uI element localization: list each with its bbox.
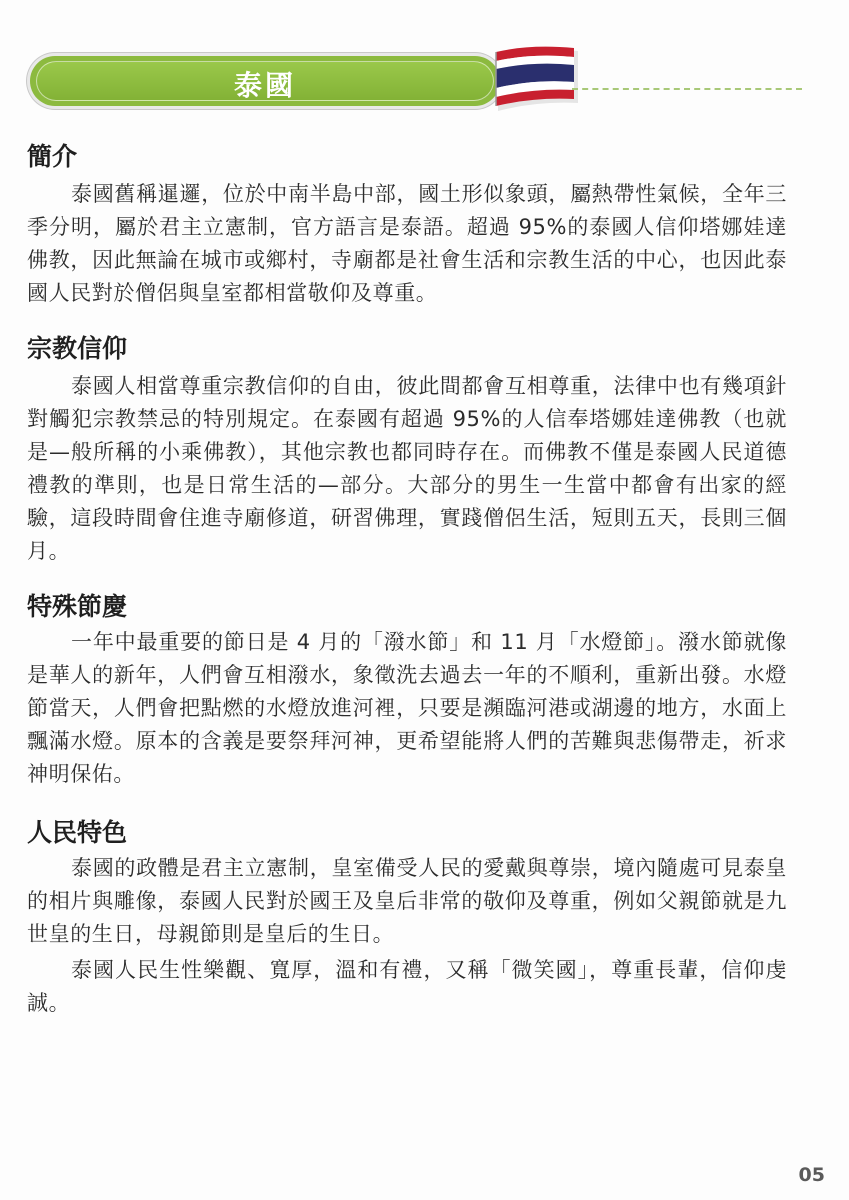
page-number: 05	[798, 1164, 825, 1186]
section-heading-religion: 宗教信仰	[27, 334, 128, 363]
section-paragraph-festivals: 一年中最重要的節日是 4 月的「潑水節」和 11 月「水燈節」。潑水節就像是華人的新年，人們會互相潑水，象徵洗去過去一年的不順利，重新出發。水燈節當天，人們會把點燃的水燈放進河裡，只要是瀕臨河港或湖邊的地方，水面上飄滿水燈。原本的含義是要祭拜河神，更希望能將人們的苦難與悲傷帶走，祈求神明保佑。	[27, 630, 787, 786]
section-paragraph-people-1: 泰國的政體是君主立憲制，皇室備受人民的愛戴與尊崇，境內隨處可見泰皇的相片與雕像，泰國人民對於國王及皇后非常的敬仰及尊重，例如父親節就是九世皇的生日，母親節則是皇后的生日。	[27, 856, 787, 946]
title-banner	[30, 56, 500, 106]
thailand-flag-icon	[490, 42, 580, 114]
section-heading-intro: 簡介	[27, 142, 78, 171]
page-title: 泰國	[233, 69, 296, 102]
section-heading-festivals: 特殊節慶	[27, 592, 128, 621]
section-heading-people: 人民特色	[27, 818, 128, 847]
section-paragraph-religion: 泰國人相當尊重宗教信仰的自由，彼此間都會互相尊重，法律中也有幾項針對觸犯宗教禁忌的特別規定。在泰國有超過 95%的人信奉塔娜娃達佛教（也就是—般所稱的小乘佛教），其他宗教也都同時存在。而佛教不僅是泰國人民道德禮教的準則，也是日常生活的—部分。大部分的男生一生當中都會有出家的經驗，這段時間會住進寺廟修道，研習佛理，實踐僧侶生活，短則五天，長則三個月。	[27, 374, 787, 563]
decorative-dashed-line	[572, 88, 802, 90]
section-paragraph-people-2: 泰國人民生性樂觀、寬厚，溫和有禮，又稱「微笑國」，尊重長輩，信仰虔誠。	[27, 958, 787, 1015]
section-paragraph-intro: 泰國舊稱暹邏，位於中南半島中部，國土形似象頭，屬熱帶性氣候，全年三季分明，屬於君主立憲制，官方語言是泰語。超過 95%的泰國人信仰塔娜娃達佛教，因此無論在城市或鄉村，寺廟都是社會生活和宗教生活的中心，也因此泰國人民對於僧侶與皇室都相當敬仰及尊重。	[27, 182, 787, 305]
